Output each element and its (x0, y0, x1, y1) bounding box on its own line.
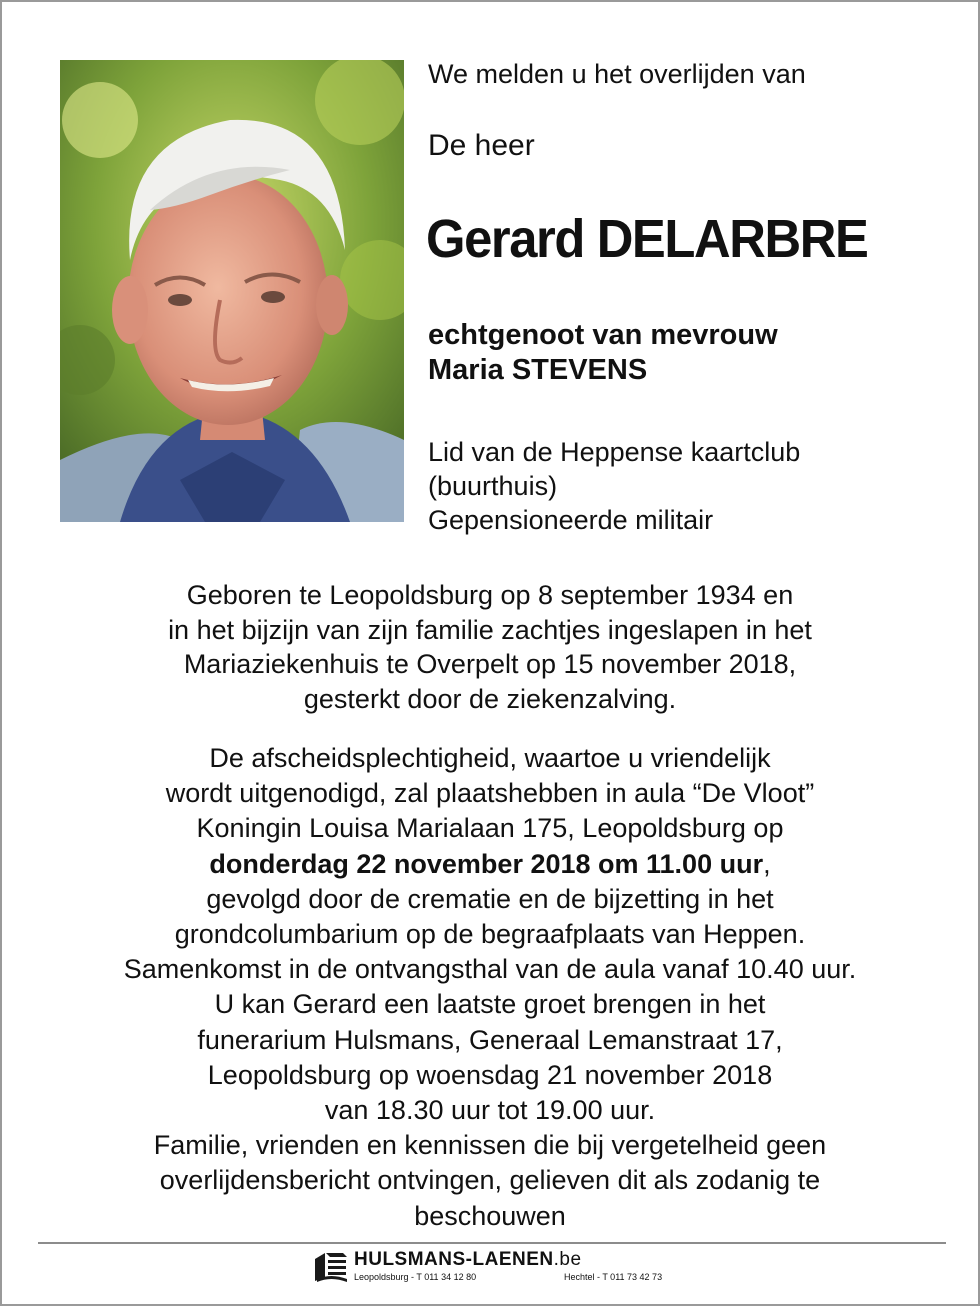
role-line: Lid van de Heppense kaartclub (428, 437, 801, 467)
ceremony-paragraph (2, 741, 978, 1234)
paragraph-line: beschouwen (414, 1200, 566, 1231)
birth-death-paragraph (2, 578, 978, 716)
footer-divider (38, 1242, 946, 1244)
paragraph-line: Samenkomst in de ontvangsthal van de aula vanaf 10.40 uur. (123, 954, 857, 985)
roles-block (428, 435, 800, 537)
paragraph-line: grondcolumbarium op de begraafplaats van Heppen. (174, 919, 806, 950)
ceremony-date-suffix: , (763, 848, 771, 879)
paragraph-line: in het bijzijn van zijn familie zachtjes ingeslapen in het (168, 614, 812, 645)
intro-text: We melden u het overlijden van (428, 59, 806, 89)
paragraph-line: gesterkt door de ziekenzalving. (303, 683, 677, 714)
brand-name: HULSMANS-LAENEN (354, 1249, 554, 1270)
paragraph-line: Familie, vrienden en kennissen die bij vergetelheid geen (153, 1130, 827, 1161)
contact-hechtel: Hechtel - T 011 73 42 73 (564, 1272, 663, 1282)
spouse-name: Maria STEVENS (428, 354, 648, 386)
paragraph-line: gevolgd door de crematie en de bijzetting in het (206, 883, 774, 914)
paragraph-line: U kan Gerard een laatste groet brengen in het (214, 989, 766, 1020)
deceased-name: Gerard DELARBRE (426, 209, 868, 269)
role-line: Gepensioneerde militair (428, 505, 714, 535)
portrait-photo (60, 60, 404, 522)
spouse-line: echtgenoot van mevrouw (428, 319, 778, 351)
paragraph-line: Mariaziekenhuis te Overpelt op 15 november 2018, (183, 649, 797, 679)
paragraph-line: van 18.30 uur tot 19.00 uur. (324, 1095, 656, 1126)
spouse-block (428, 318, 778, 388)
paragraph-line: Leopoldsburg op woensdag 21 november 2018 (207, 1059, 773, 1090)
paragraph-line: Geboren te Leopoldsburg op 8 september 1934 en (186, 580, 794, 610)
paragraph-line: wordt uitgenodigd, zal plaatshebben in aula “De Vloot” (165, 778, 815, 809)
paragraph-line: funerarium Hulsmans, Generaal Lemanstraat 17, (197, 1024, 783, 1055)
ceremony-date: donderdag 22 november 2018 om 11.00 uur (209, 848, 764, 879)
paragraph-line: Koningin Louisa Marialaan 175, Leopoldsburg op (196, 813, 784, 844)
brand-domain: .be (553, 1249, 582, 1270)
honorific: De heer (428, 129, 535, 162)
contact-leopoldsburg: Leopoldsburg - T 011 34 12 80 (354, 1272, 477, 1282)
role-line: (buurthuis) (428, 471, 558, 501)
ceremony-date-line (2, 847, 978, 882)
funeral-home-logo-icon (313, 1251, 349, 1283)
funeral-home-brand (354, 1249, 582, 1271)
paragraph-line: overlijdensbericht ontvingen, gelieven dit als zodanig te (159, 1165, 821, 1196)
paragraph-line: De afscheidsplechtigheid, waartoe u vriendelijk (209, 743, 771, 773)
